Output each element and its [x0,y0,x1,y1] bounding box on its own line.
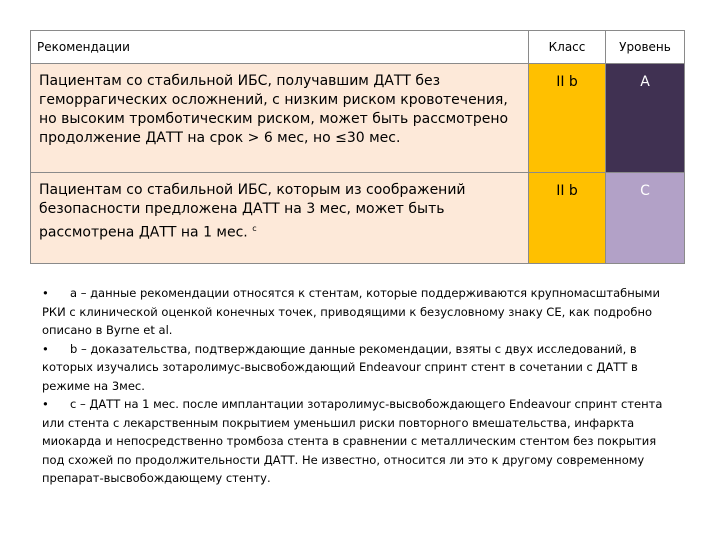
recommendation-text: Пациентам со стабильной ИБС, получавшим ДАТТ без геморрагических осложнений, с низким риском кровотечения, но высоким тромботическим риском, может быть рассмотрено продолжение ДАТТ на срок > 6 мес, но ≤30 мес. [39,73,509,146]
header-level: Уровень [606,31,685,64]
level-value: A [640,74,650,90]
bullet-icon: • [42,341,49,356]
table-row [31,64,685,173]
bullet-icon: • [42,397,49,411]
footnote-text: b – доказательства, подтверждающие данные рекомендации, взяты с двух исследований, в которых изучались зотаролимус-высвобождающий Endeavour спринт стент в сочетании с ДАТТ в режиме на 3мес. [42,341,638,393]
header-recommendations: Рекомендации [31,31,529,64]
level-cell [606,173,685,264]
footnote-a [42,284,682,340]
recommendation-text: Пациентам со стабильной ИБС, которым из соображений безопасности предложена ДАТТ на 3 мес, может быть рассмотрена ДАТТ на 1 мес. [39,182,466,241]
table-header-row [31,31,685,64]
footnote-marker: c [252,224,257,233]
footnotes [42,284,682,488]
header-class: Класс [529,31,606,64]
level-cell [606,64,685,173]
footnote-text: с – ДАТТ на 1 мес. после имплантации зотаролимус-высвобождающего Endeavour спринт стента или стента с лекарственным покрытием уменьшил риски повторного вмешательства, инфаркта миокарда и непосредственно тромбоза стента в сравнении с металлическим стентом без покрытия под схожей по продолжительности ДАТТ. Не известно, относится ли это к другому современному препарат-высвобождающему стенту. [42,397,663,485]
footnote-text: a – данные рекомендации относятся к стентам, которые поддерживаются крупномасштабными РКИ с клинической оценкой конечных точек, приводящими к безусловному знаку CE, как подробно описано в Byrne et al. [42,286,660,337]
footnote-b [42,340,682,396]
class-value: II b [556,74,578,90]
footnote-c [42,395,682,488]
class-value: II b [556,183,578,199]
bullet-icon: • [42,286,49,300]
level-value: C [640,183,650,199]
table-row [31,173,685,264]
recommendation-cell [31,173,529,264]
recommendations-table [30,30,685,264]
recommendation-cell [31,64,529,173]
class-cell [529,64,606,173]
class-cell [529,173,606,264]
